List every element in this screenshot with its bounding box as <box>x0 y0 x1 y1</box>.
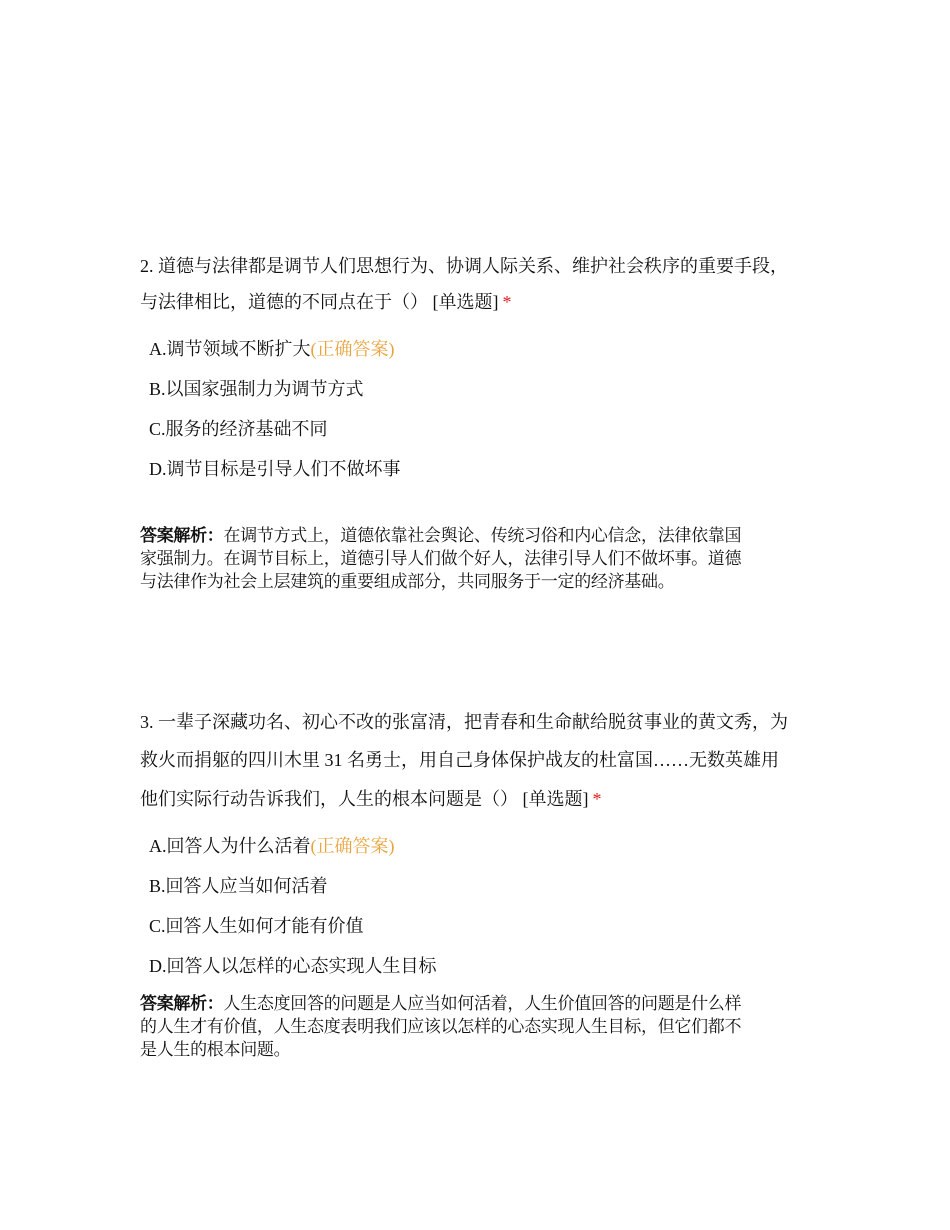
option-d[interactable]: D.回答人以怎样的心态实现人生目标 <box>149 956 437 976</box>
required-mark: * <box>502 292 512 312</box>
answer-analysis-line <box>140 992 741 1016</box>
option-text: A.回答人为什么活着 <box>149 836 311 856</box>
question-text-line: 3. 一辈子深藏功名、初心不改的张富清，把青春和生命献给脱贫事业的黄文秀，为 <box>140 712 788 732</box>
option-text: A.调节领域不断扩大 <box>149 339 311 359</box>
correct-answer-tag: (正确答案) <box>310 836 395 856</box>
correct-answer-tag: (正确答案) <box>310 339 395 359</box>
option-c[interactable]: C.服务的经济基础不同 <box>149 419 328 439</box>
analysis-label: 答案解析： <box>140 994 224 1014</box>
answer-analysis-line: 家强制力。在调节目标上，道德引导人们做个好人，法律引导人们不做坏事。道德 <box>140 549 742 569</box>
option-d[interactable]: D.调节目标是引导人们不做坏事 <box>149 459 401 479</box>
answer-analysis-line: 的人生才有价值，人生态度表明我们应该以怎样的心态实现人生目标，但它们都不 <box>140 1017 742 1037</box>
option-c[interactable]: C.回答人生如何才能有价值 <box>149 916 364 936</box>
analysis-label: 答案解析： <box>140 526 224 546</box>
option-b[interactable]: B.以国家强制力为调节方式 <box>149 379 364 399</box>
question-text-line <box>140 787 602 811</box>
answer-analysis-line: 是人生的根本问题。 <box>140 1040 291 1060</box>
analysis-text: 人生态度回答的问题是人应当如何活着，人生价值回答的问题是什么样 <box>223 994 742 1014</box>
option-a[interactable] <box>149 834 395 858</box>
question-text: 与法律相比，道德的不同点在于（） [单选题] <box>140 292 499 312</box>
answer-analysis-line: 与法律作为社会上层建筑的重要组成部分，共同服务于一定的经济基础。 <box>140 572 675 592</box>
question-text-line: 救火而捐躯的四川木里 31 名勇士，用自己身体保护战友的杜富国……无数英雄用 <box>140 750 779 770</box>
question-text: 他们实际行动告诉我们，人生的根本问题是（） [单选题] <box>140 789 589 809</box>
option-b[interactable]: B.回答人应当如何活着 <box>149 876 328 896</box>
question-text-line: 2. 道德与法律都是调节人们思想行为、协调人际关系、维护社会秩序的重要手段， <box>140 256 788 276</box>
option-a[interactable] <box>149 337 395 361</box>
analysis-text: 在调节方式上，道德依靠社会舆论、传统习俗和内心信念，法律依靠国 <box>223 526 742 546</box>
question-text-line <box>140 290 512 314</box>
answer-analysis-line <box>140 524 741 548</box>
required-mark: * <box>592 789 602 809</box>
